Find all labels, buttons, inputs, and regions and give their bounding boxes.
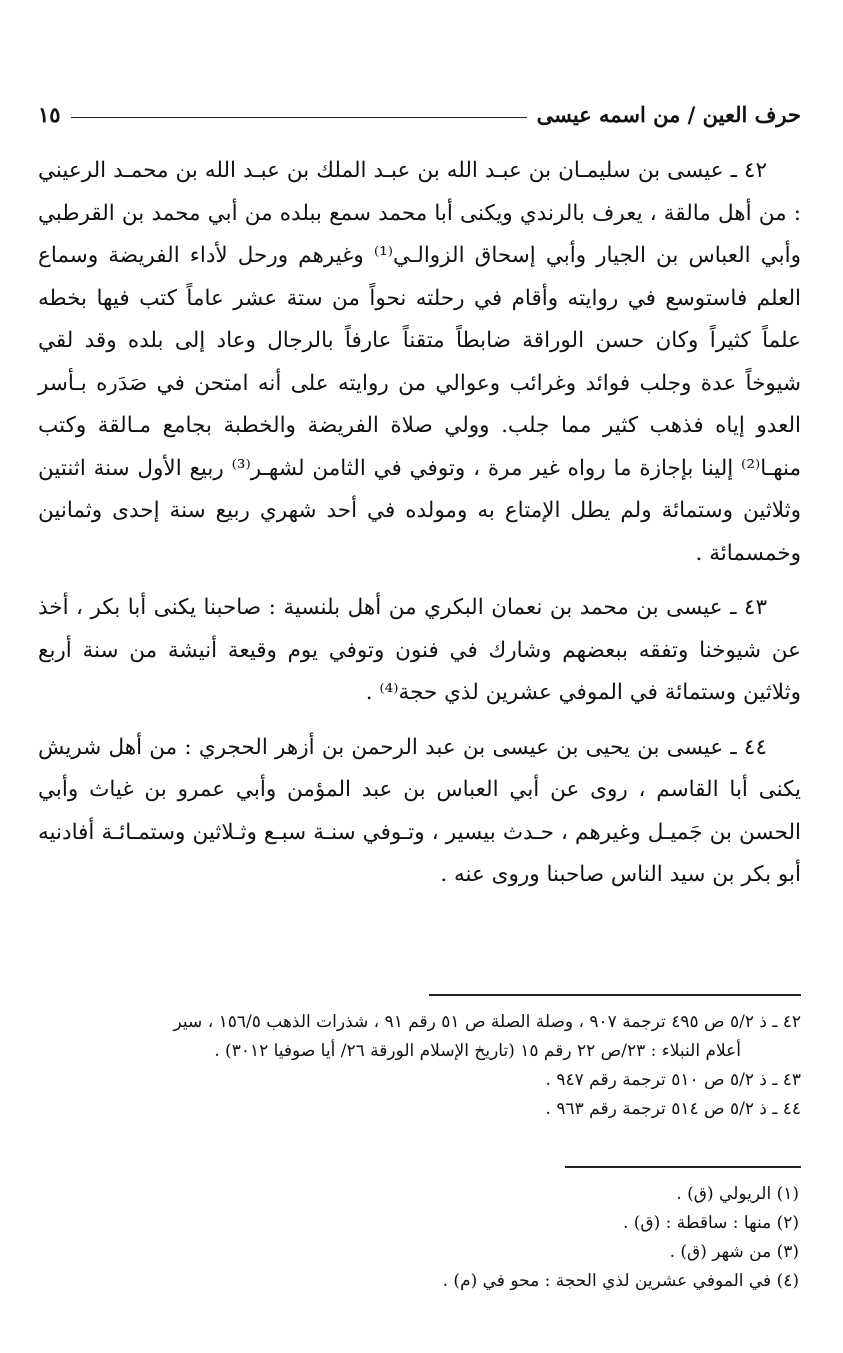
notes-divider bbox=[565, 1166, 801, 1168]
source-44: ٤٤ ـ ذ ٥/٢ ص ٥١٤ ترجمة رقم ٩٦٣ . bbox=[545, 1099, 801, 1119]
footnote-2: (٢) منها : ساقطة : (ق) . bbox=[622, 1213, 799, 1233]
entry-44: ٤٤ ـ عيسى بن يحيى بن عيسى بن عبد الرحمن بن أزهر الحجري : من أهل شريش يكنى أبا القاسم ، روى عن أبي العباس بن عبد المؤمن وأبي عمرو بن غياث وأبي الحسن بن جَميـل وغيرهم ، حـدث بيسير ، وتـوفي سنـة سبـع وثـلاثين وستمـائـة أفادنيه أبو بكر بن سيد الناس صاحبنا وروى عنه . bbox=[38, 734, 801, 887]
source-references bbox=[38, 1008, 801, 1124]
biography-entries bbox=[38, 150, 801, 909]
page-number: ١٥ bbox=[38, 101, 61, 127]
sources-divider bbox=[429, 994, 801, 996]
header-rule bbox=[71, 117, 527, 118]
entry-42: ٤٢ ـ عيسى بن سليمـان بن عبـد الله بن عبـد الملك بن عبـد الله بن محمـد الرعيني : من أهل مالقة ، يعرف بالرندي ويكنى أبا محمد سمع ببلده من أبي محمد بن القرطبي وأبي العباس بن الجيار وأبي إسحاق الزوالـي⁽¹⁾ وغيرهم ورحل لأداء الفريضة وسماع العلم فاستوسع في روايته وأقام في رحلته نحواً من ستة عشر عاماً كتب فيها بخطه علماً كثيراً وكان حسن الوراقة ضابطاً متقناً عارفاً بالرجال وعاد إلى بلده وقد لقي شيوخاً عدة وجلب فوائد وغرائب وعوالي من روايته على أنه امتحن في صَدَره بـأسر العدو إياه فذهب كثير مما جلب. وولي صلاة الفريضة والخطبة بجامع مـالقة وكتب منهـا⁽²⁾ إلينا بإجازة ما رواه غير مرة ، وتوفي في الثامن لشهـر⁽³⁾ ربيع الأول سنة اثنتين وثلاثين وستمائة ولم يطل الإمتاع به ومولده في أحد شهري ربيع سنة إحدى وثمانين وخمسمائة . bbox=[38, 158, 801, 566]
running-title: حرف العين / من اسمه عيسى bbox=[536, 101, 801, 127]
source-43: ٤٣ ـ ذ ٥/٢ ص ٥١٠ ترجمة رقم ٩٤٧ . bbox=[545, 1070, 801, 1090]
footnotes bbox=[38, 1180, 801, 1296]
source-42-continued: أعلام النبلاء : ٢٣/ص ٢٢ رقم ١٥ (تاريخ الإسلام الورقة ٢٦/ أيا صوفيا ٣٠١٢) . bbox=[214, 1041, 741, 1061]
footnote-4: (٤) في الموفي عشرين لذي الحجة : محو في (م) . bbox=[442, 1271, 799, 1291]
entry-43: ٤٣ ـ عيسى بن محمد بن نعمان البكري من أهل بلنسية : صاحبنا يكنى أبا بكر ، أخذ عن شيوخنا وتفقه ببعضهم وشارك في فنون وتوفي يوم وقيعة أنيشة من سنة أربع وثلاثين وستمائة في الموفي عشرين لذي حجة⁽⁴⁾ . bbox=[38, 595, 801, 705]
footnote-1: (١) الريولي (ق) . bbox=[676, 1184, 799, 1204]
source-42: ٤٢ ـ ذ ٥/٢ ص ٤٩٥ ترجمة ٩٠٧ ، وصلة الصلة ص ٥١ رقم ٩١ ، شذرات الذهب ١٥٦/٥ ، سير bbox=[173, 1012, 801, 1032]
footnote-3: (٣) من شهر (ق) . bbox=[669, 1242, 799, 1262]
page-header bbox=[38, 96, 801, 132]
